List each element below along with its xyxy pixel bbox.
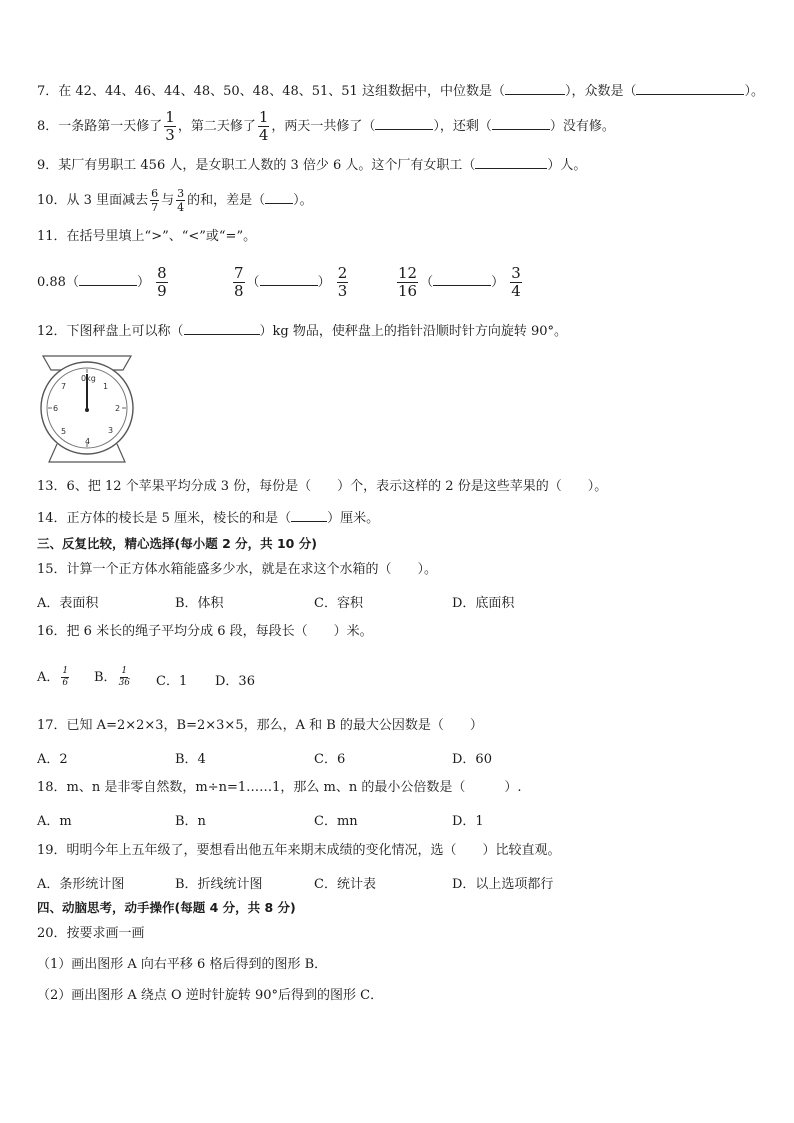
answer-blank[interactable] (492, 117, 550, 130)
question-12: 12．下图秤盘上可以称（ ）kg 物品，使秤盘上的指针沿顺时针方向旋转 90°。 (37, 324, 568, 339)
option-c[interactable]: C．6 (314, 752, 346, 767)
option-c[interactable]: C．容积 (314, 596, 363, 611)
fraction: $\frac{1}{3}$ (165, 108, 175, 144)
scale-label: 1 (103, 382, 109, 391)
fraction: $\frac{12}{16}$ (398, 264, 418, 300)
section-4-heading: 四、动脑思考，动手操作(每题 4 分，共 8 分) (37, 900, 296, 915)
question-8: 8．一条路第一天修了 $\frac{1}{3}$ ，第二天修了 $\frac{1}{4}$ ，两天一共修了（ ），还剩（ ）没有修。 (37, 108, 615, 144)
question-11: 11．在括号里填上“>”、“<”或“=”。 (37, 229, 257, 244)
option-b[interactable]: B．折线统计图 (175, 877, 263, 892)
question-14: 14．正方体的棱长是 5 厘米，棱长的和是（ ）厘米。 (37, 511, 380, 526)
option-a[interactable]: A．表面积 (37, 596, 99, 611)
option-a[interactable]: A．m (37, 814, 72, 829)
option-d[interactable]: D．1 (452, 814, 484, 829)
fraction: $\frac{7}{8}$ (234, 264, 244, 300)
scale-label: 7 (61, 382, 67, 391)
fraction: $\frac{6}{7}$ (151, 187, 159, 214)
question-13: 13．6、把 12 个苹果平均分成 3 份，每份是（ ）个，表示这样的 2 份是这些苹果的（ ）。 (37, 479, 608, 494)
answer-blank[interactable] (636, 82, 744, 95)
question-17: 17．已知 A=2×2×3，B=2×3×5，那么，A 和 B 的最大公因数是（ ） (37, 718, 483, 733)
answer-blank[interactable] (505, 82, 565, 95)
fraction: $\frac{1}{4}$ (258, 108, 269, 144)
question-20: 20．按要求画一画 (37, 926, 145, 941)
scale-label: 6 (53, 404, 59, 413)
answer-blank[interactable] (265, 191, 293, 204)
compare-item-3: $\frac{12}{16}$ （ ） $\frac{3}{4}$ (398, 264, 521, 300)
fraction: $\frac{1}{36}$ (118, 666, 131, 688)
option-b[interactable]: B．4 (175, 752, 206, 767)
question-7: 7．在 42、44、46、44、48、50、48、48、51、51 这组数据中，中位数是（ ），众数是（ ）。 (37, 84, 764, 99)
option-a[interactable]: A．条形统计图 (37, 877, 125, 892)
option-c[interactable]: C．1 (156, 674, 188, 689)
section-3-heading: 三、反复比较，精心选择(每小题 2 分，共 10 分) (37, 536, 317, 551)
answer-blank[interactable] (375, 117, 433, 130)
option-b[interactable]: B．n (175, 814, 206, 829)
answer-blank[interactable] (79, 273, 137, 286)
option-c[interactable]: C．统计表 (314, 877, 376, 892)
answer-blank[interactable] (184, 322, 260, 335)
fraction: $\frac{3}{4}$ (177, 187, 185, 214)
option-d[interactable]: D．以上选项都行 (452, 877, 554, 892)
fraction: $\frac{2}{3}$ (337, 264, 348, 300)
question-19: 19．明明今年上五年级了，要想看出他五年来期末成绩的变化情况，选（ ）比较直观。 (37, 843, 561, 858)
answer-blank[interactable] (291, 509, 327, 522)
answer-blank[interactable] (433, 273, 491, 286)
answer-blank[interactable] (260, 273, 318, 286)
question-20-part-1: （1）画出图形 A 向右平移 6 格后得到的图形 B． (37, 957, 328, 972)
answer-blank[interactable] (475, 156, 547, 169)
option-a[interactable]: A． $\frac{1}{6}$ (37, 666, 69, 688)
option-d[interactable]: D．36 (215, 674, 255, 689)
compare-item-1: 0.88（ ） $\frac{8}{9}$ (37, 264, 167, 300)
fraction: $\frac{8}{9}$ (157, 264, 167, 300)
fraction: $\frac{3}{4}$ (511, 264, 521, 300)
question-15: 15．计算一个正方体水箱能盛多少水，就是在求这个水箱的（ ）。 (37, 562, 438, 577)
scale-label: 2 (115, 404, 121, 413)
option-b[interactable]: B． $\frac{1}{36}$ (94, 666, 131, 688)
question-9: 9．某厂有男职工 456 人，是女职工人数的 3 倍少 6 人。这个厂有女职工（ ）人。 (37, 158, 587, 173)
question-16: 16．把 6 米长的绳子平均分成 6 段，每段长（ ）米。 (37, 624, 373, 639)
scale-figure (37, 352, 137, 464)
question-20-part-2: （2）画出图形 A 绕点 O 逆时针旋转 90°后得到的图形 C． (37, 988, 384, 1003)
scale-label: 5 (61, 427, 67, 436)
option-c[interactable]: C．mn (314, 814, 358, 829)
option-b[interactable]: B．体积 (175, 596, 224, 611)
option-a[interactable]: A．2 (37, 752, 68, 767)
scale-label: 3 (108, 426, 114, 435)
scale-label: 4 (85, 437, 91, 446)
compare-item-2: $\frac{7}{8}$ （ ） $\frac{2}{3}$ (234, 264, 348, 300)
fraction: $\frac{1}{6}$ (62, 666, 69, 688)
question-10: 10．从 3 里面减去 $\frac{6}{7}$ 与 $\frac{3}{4}$ 的和，差是（ ）。 (37, 187, 313, 214)
option-d[interactable]: D．底面积 (452, 596, 515, 611)
option-d[interactable]: D．60 (452, 752, 492, 767)
scale-label: 0kg (81, 374, 96, 383)
question-18: 18．m、n 是非零自然数，m÷n=1……1，那么 m、n 的最小公倍数是（ ）. (37, 780, 522, 795)
